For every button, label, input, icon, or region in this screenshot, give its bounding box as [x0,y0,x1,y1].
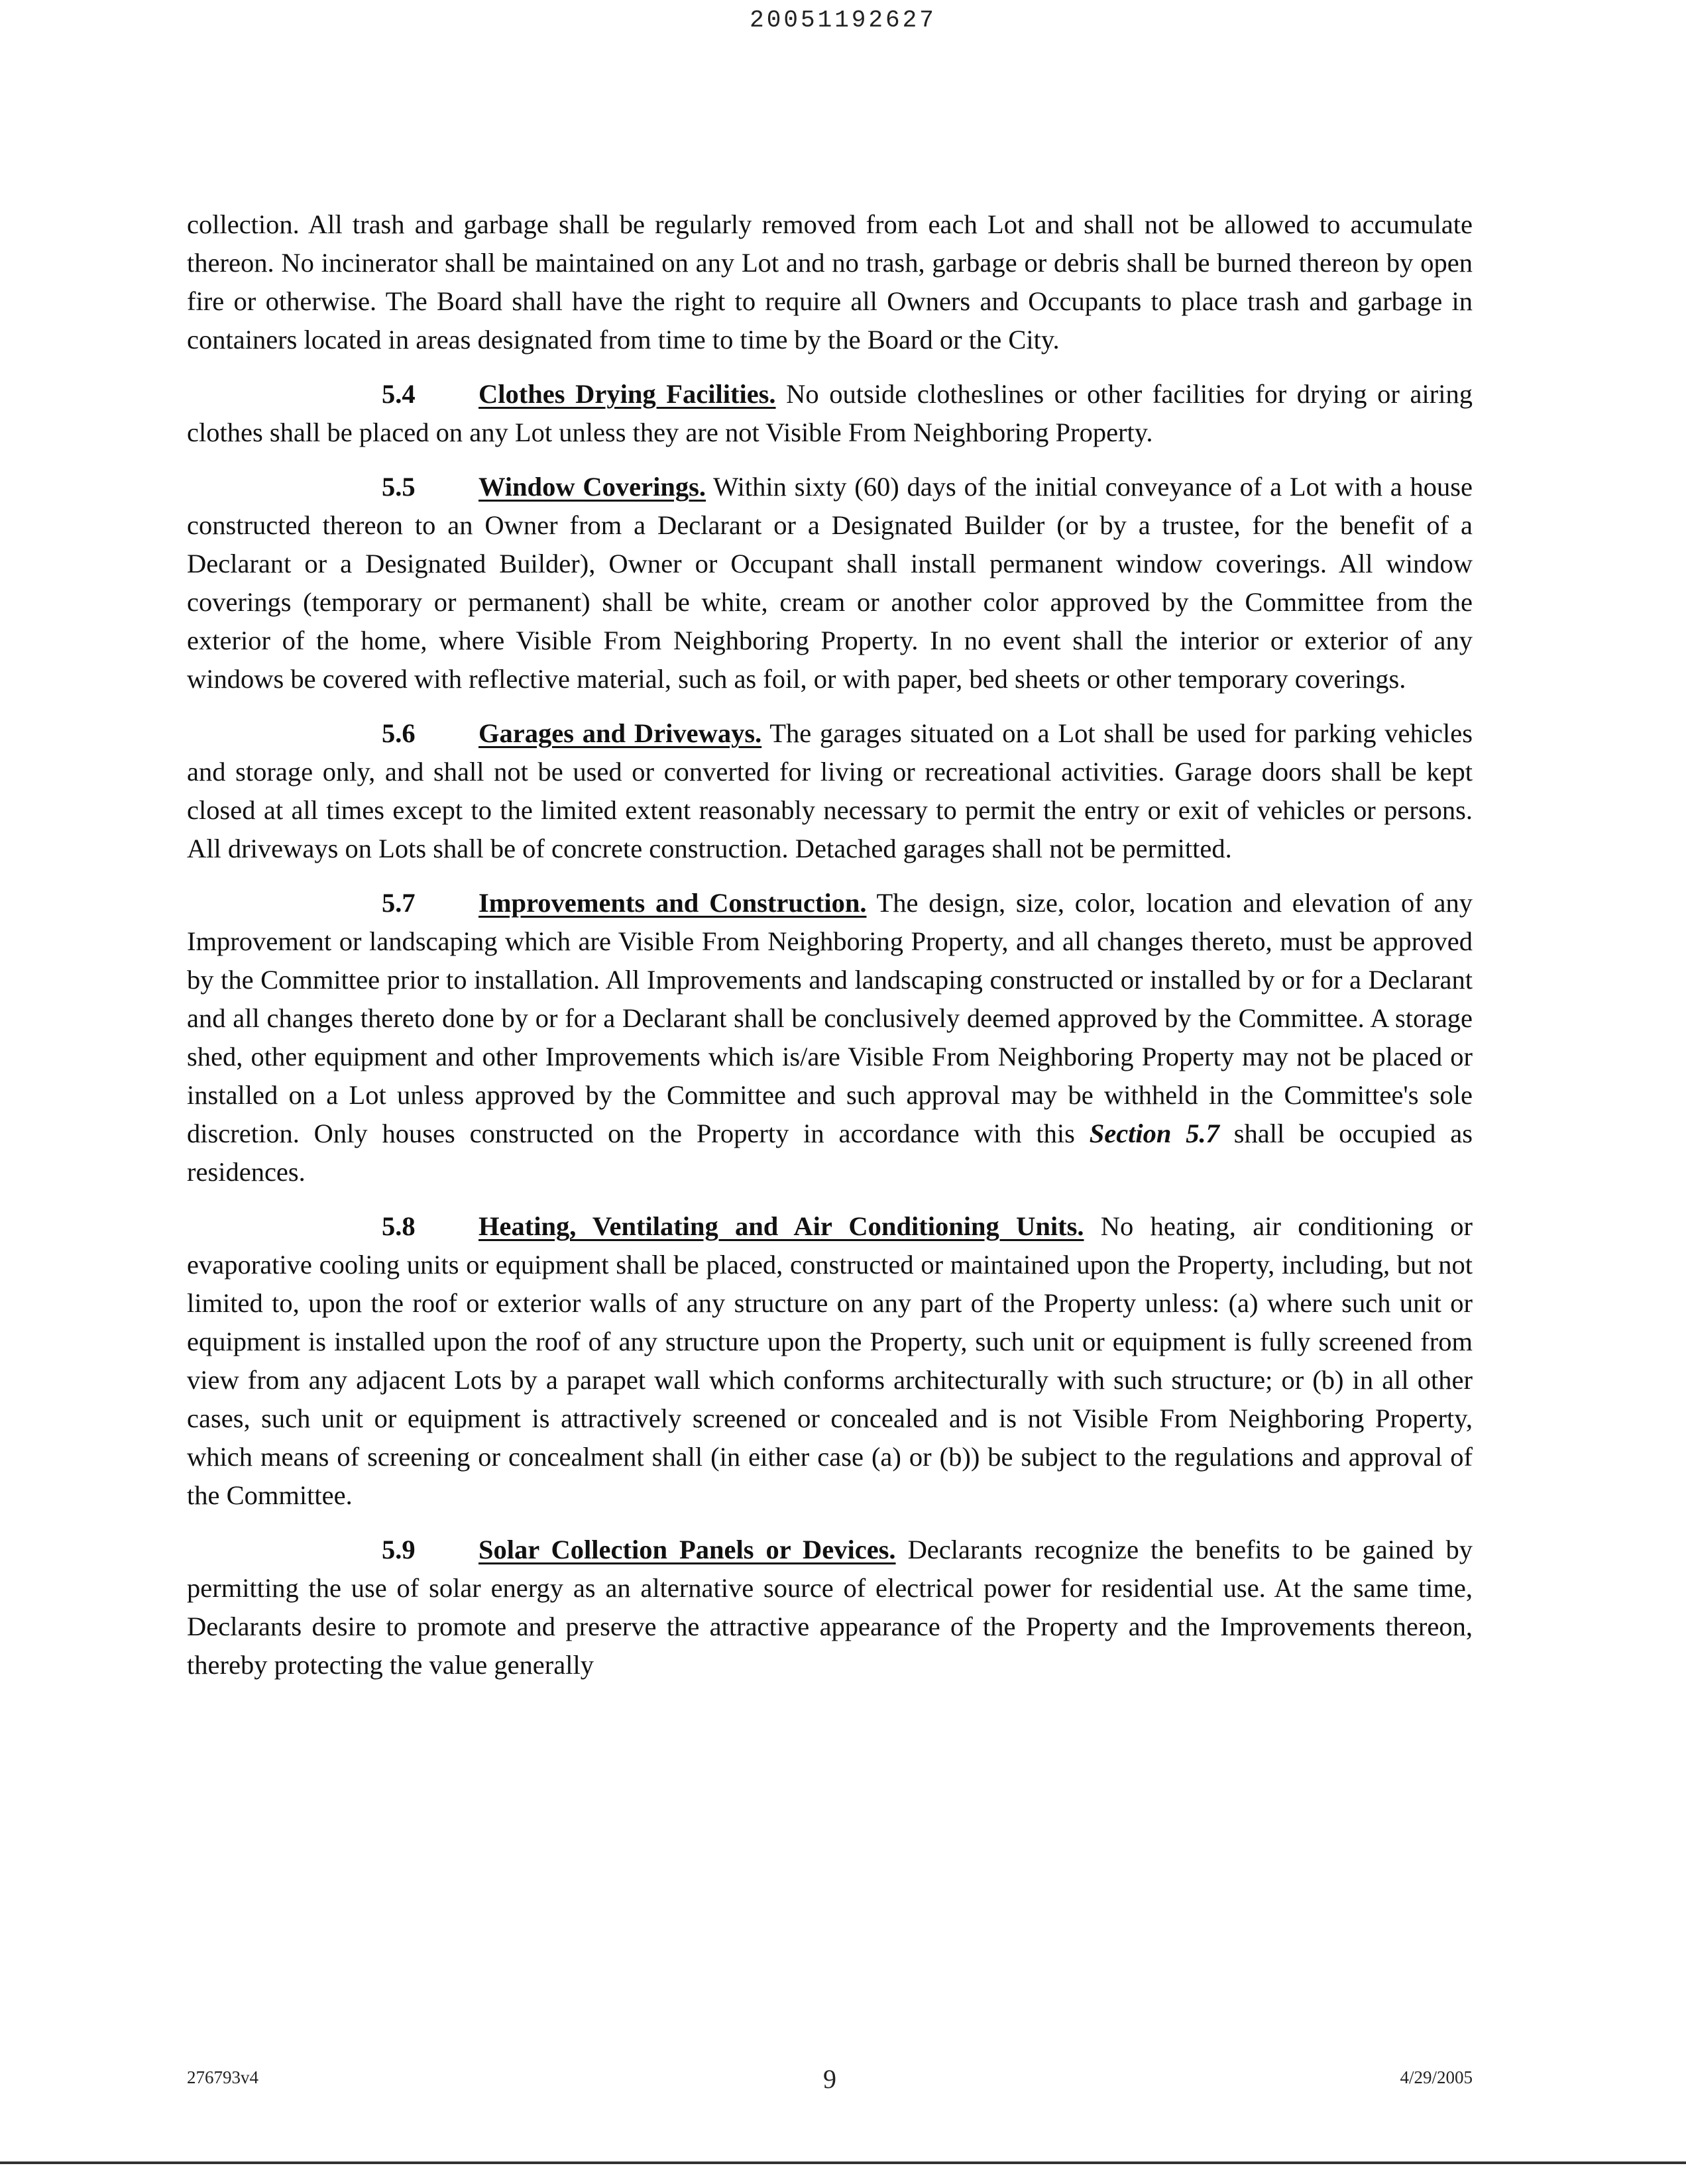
section-5-6 [187,714,1473,868]
document-body [187,205,1473,1700]
section-5-5 [187,468,1473,698]
section-number: 5.8 [382,1211,416,1241]
section-text: The garages situated on a Lot shall be used for parking vehicles and storage only, and shall not be used or converted for living or recreational activities. Garage doors shall be kept closed at all times except to the limited extent reasonably necessary to permit the entry or exit of vehicles or persons. All driveways on Lots shall be of concrete construction. Detached garages shall not be permitted. [187,718,1473,863]
section-text: Within sixty (60) days of the initial conveyance of a Lot with a house constructed thereon to an Owner from a Declarant or a Designated Builder (or by a trustee, for the benefit of a Declarant or a Designated Builder), Owner or Occupant shall install permanent window coverings. All window coverings (temporary or permanent) shall be white, cream or another color approved by the Committee from the exterior of the home, where Visible From Neighboring Property. In no event shall the interior or exterior of any windows be covered with reflective material, such as foil, or with paper, bed sheets or other temporary coverings. [187,472,1473,694]
footer-date: 4/29/2005 [1400,2067,1473,2087]
section-heading: Garages and Driveways. [478,718,762,748]
section-text: No heating, air conditioning or evaporative cooling units or equipment shall be placed, constructed or maintained upon the Property, including, but not limited to, upon the roof or exterior walls of any structure on any part of the Property unless: (a) where such unit or equipment is installed upon the roof of any structure upon the Property, such unit or equipment is fully screened from view from any adjacent Lots by a parapet wall which conforms architecturally with such structure; or (b) in all other cases, such unit or equipment is attractively screened or concealed and is not Visible From Neighboring Property, which means of screening or concealment shall (in either case (a) or (b)) be subject to the regulations and approval of the Committee. [187,1211,1473,1510]
section-text: Declarants recognize the benefits to be gained by permitting the use of solar energy as an alternative source of electrical power for residential use. At the same time, Declarants desire to promote and preserve the attractive appearance of the Property and the Improvements thereon, thereby protecting the value generally [187,1535,1473,1680]
section-heading: Heating, Ventilating and Air Conditioning Units. [478,1211,1084,1241]
section-heading: Solar Collection Panels or Devices. [478,1535,896,1564]
bottom-rule [0,2161,1686,2164]
section-number: 5.7 [382,888,416,918]
section-text-after: shall be occupied as residences. [187,1119,1473,1187]
section-5-9 [187,1531,1473,1684]
section-heading: Improvements and Construction. [478,888,867,918]
section-heading: Clothes Drying Facilities. [478,379,776,409]
section-number: 5.5 [382,472,416,502]
footer-page-number: 9 [823,2064,836,2094]
section-5-7 [187,884,1473,1191]
recording-number: 20051192627 [750,7,936,34]
section-number: 5.9 [382,1535,416,1564]
section-number: 5.6 [382,718,416,748]
section-number: 5.4 [382,379,416,409]
section-5-8 [187,1207,1473,1515]
section-5-4 [187,375,1473,452]
intro-paragraph: collection. All trash and garbage shall be regularly removed from each Lot and shall not be allowed to accumulate thereon. No incinerator shall be maintained on any Lot and no trash, garbage or debris shall be burned thereon by open fire or otherwise. The Board shall have the right to require all Owners and Occupants to place trash and garbage in containers located in areas designated from time to time by the Board or the City. [187,209,1473,355]
footer-doc-id: 276793v4 [187,2067,258,2087]
section-reference: Section 5.7 [1089,1119,1219,1148]
section-heading: Window Coverings. [478,472,706,502]
section-text: No outside clotheslines or other facilities for drying or airing clothes shall be placed on any Lot unless they are not Visible From Neighboring Property. [187,379,1473,447]
section-text: The design, size, color, location and elevation of any Improvement or landscaping which are Visible From Neighboring Property, and all changes thereto, must be approved by the Committee prior to installation. All Improvements and landscaping constructed or installed by or for a Declarant and all changes thereto done by or for a Declarant shall be conclusively deemed approved by the Committee. A storage shed, other equipment and other Improvements which is/are Visible From Neighboring Property may not be placed or installed on a Lot unless approved by the Committee and such approval may be withheld in the Committee's sole discretion. Only houses constructed on the Property in accordance with this [187,888,1473,1148]
